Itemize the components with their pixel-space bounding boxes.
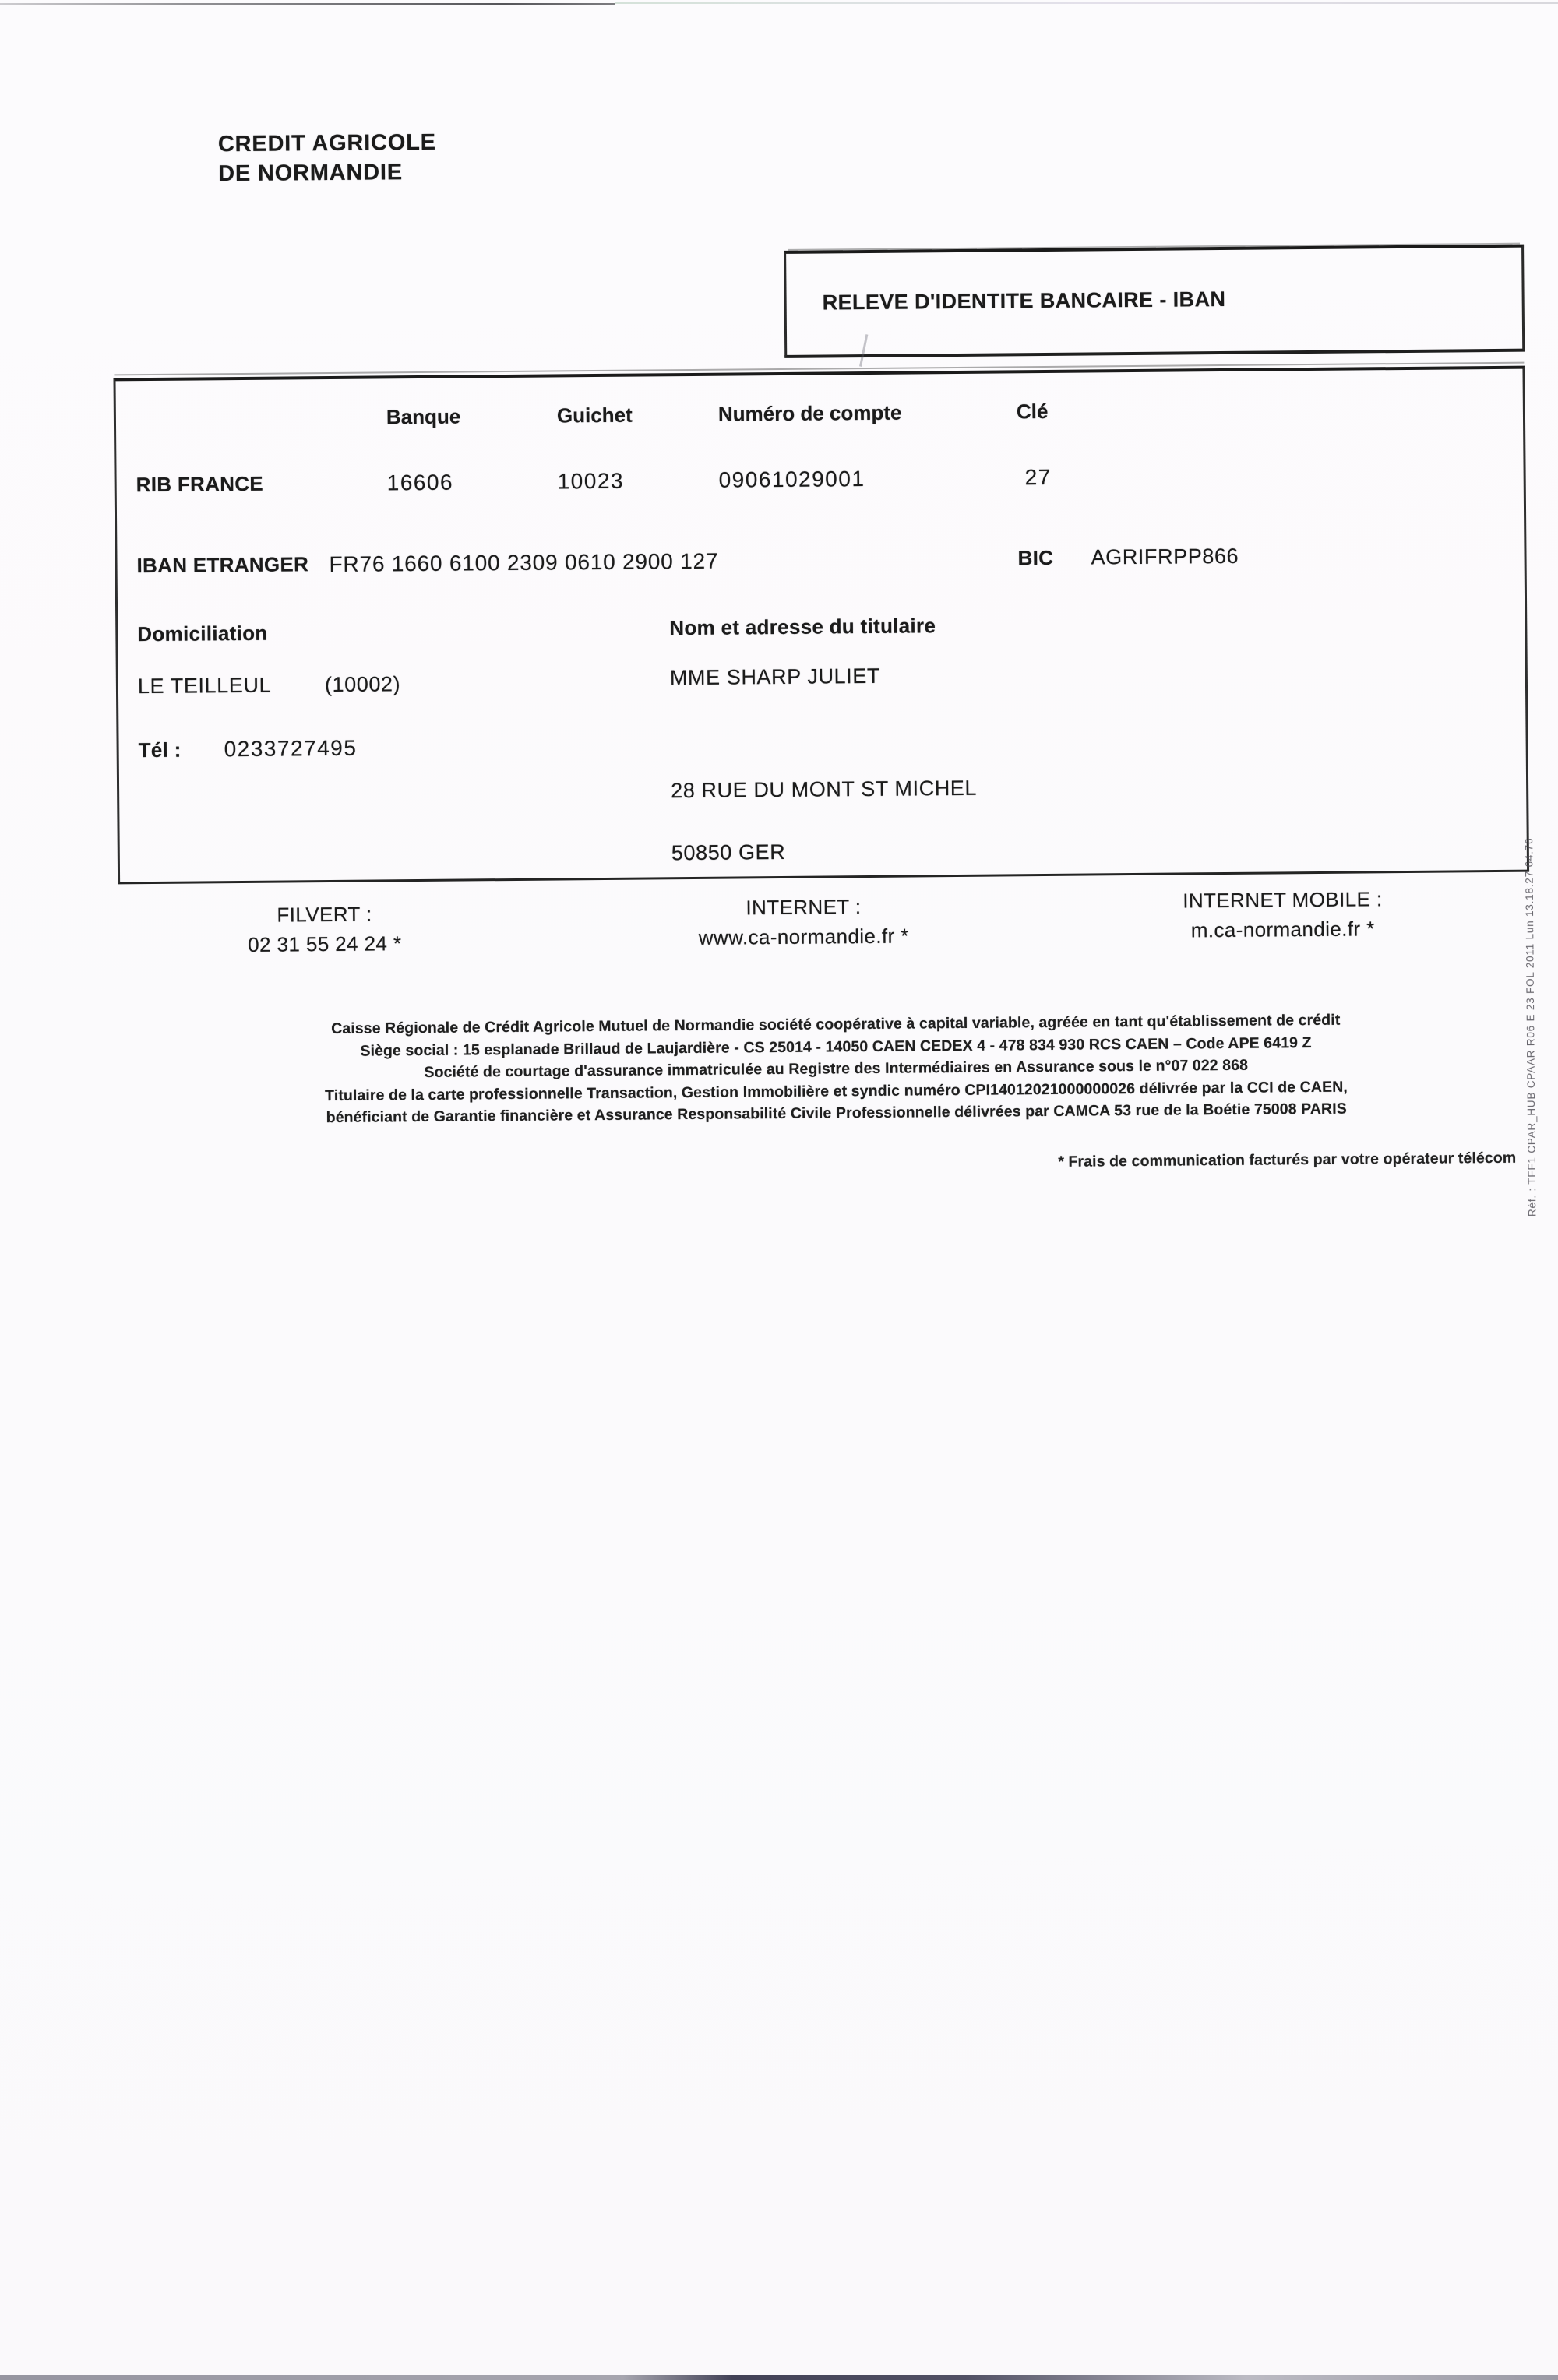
legal-line: Caisse Régionale de Crédit Agricole Mutuel de Normandie société coopérative à capital variable, agréée en tant qu'établissement de crédit — [331, 1011, 1341, 1038]
filvert-value: 02 31 55 24 24 * — [248, 931, 402, 956]
contact-filvert — [207, 899, 442, 960]
legal-line: Siège social : 15 esplanade Brillaud de Laujardière - CS 25014 - 14050 CAEN CEDEX 4 - 478 834 930 RCS CAEN – Code APE 6419 Z — [360, 1033, 1312, 1060]
rib-france-label: RIB FRANCE — [136, 471, 264, 497]
column-header-banque: Banque — [386, 404, 461, 429]
rib-france-banque: 16606 — [386, 470, 454, 495]
rib-details-box — [113, 366, 1529, 885]
holder-address-line2: 50850 GER — [671, 840, 786, 865]
column-header-numero-de-compte: Numéro de compte — [717, 400, 902, 426]
legal-notice — [182, 1008, 1491, 1130]
bank-letterhead — [218, 128, 437, 188]
holder-label: Nom et adresse du titulaire — [669, 614, 936, 640]
document-title-box — [784, 245, 1525, 358]
contact-internet-mobile — [1150, 884, 1415, 945]
bank-name-line1: CREDIT AGRICOLE — [217, 129, 436, 157]
legal-line: bénéficiant de Garantie financière et Assurance Responsabilité Civile Professionnelle délivrées par CAMCA 53 rue de la Boétie 75008 PARIS — [326, 1100, 1347, 1127]
iban-etranger-label: IBAN ETRANGER — [136, 552, 309, 578]
legal-line: Titulaire de la carte professionnelle Transaction, Gestion Immobilière et syndic numéro CPI14012021000000026 délivrée par la CCI de CAEN, — [325, 1078, 1348, 1104]
rib-france-numero: 09061029001 — [718, 466, 865, 492]
iban-value: FR76 1660 6100 2309 0610 2900 127 — [329, 548, 719, 577]
side-reference-text: Réf. : TFF1 CPAR_HUB CPAAR R06 E 23 FOL 2011 Lun 13.18.27 64.76 — [1523, 837, 1539, 1217]
contact-internet — [686, 891, 921, 952]
holder-address-line1: 28 RUE DU MONT ST MICHEL — [670, 776, 978, 803]
holder-name: MME SHARP JULIET — [669, 664, 881, 690]
telecom-footnote: * Frais de communication facturés par votre opérateur télécom — [1058, 1149, 1517, 1171]
column-header-guichet: Guichet — [556, 403, 633, 428]
domiciliation-agency: LE TEILLEUL — [137, 673, 272, 699]
internet-label: INTERNET : — [746, 895, 862, 920]
rib-france-cle: 27 — [1024, 464, 1052, 490]
internet-value: www.ca-normandie.fr * — [698, 924, 909, 949]
rib-france-guichet: 10023 — [557, 468, 625, 494]
bic-label: BIC — [1017, 545, 1054, 570]
legal-line: Société de courtage d'assurance immatriculée au Registre des Intermédiaires en Assurance sous le n°07 022 868 — [424, 1056, 1249, 1081]
column-header-cle: Clé — [1016, 399, 1049, 424]
domiciliation-label: Domiciliation — [137, 621, 268, 646]
document-title: RELEVE D'IDENTITE BANCAIRE - IBAN — [822, 287, 1226, 315]
bic-value: AGRIFRPP866 — [1091, 544, 1239, 569]
internet-mobile-label: INTERNET MOBILE : — [1183, 887, 1383, 913]
tel-label: Tél : — [138, 738, 182, 762]
domiciliation-agency-code: (10002) — [324, 672, 401, 697]
bank-name-line2: DE NORMANDIE — [218, 160, 404, 187]
scan-edge-artifact-bottom — [0, 2375, 1558, 2380]
tel-value: 0233727495 — [224, 735, 358, 762]
internet-mobile-value: m.ca-normandie.fr * — [1190, 917, 1375, 942]
filvert-label: FILVERT : — [277, 902, 372, 927]
